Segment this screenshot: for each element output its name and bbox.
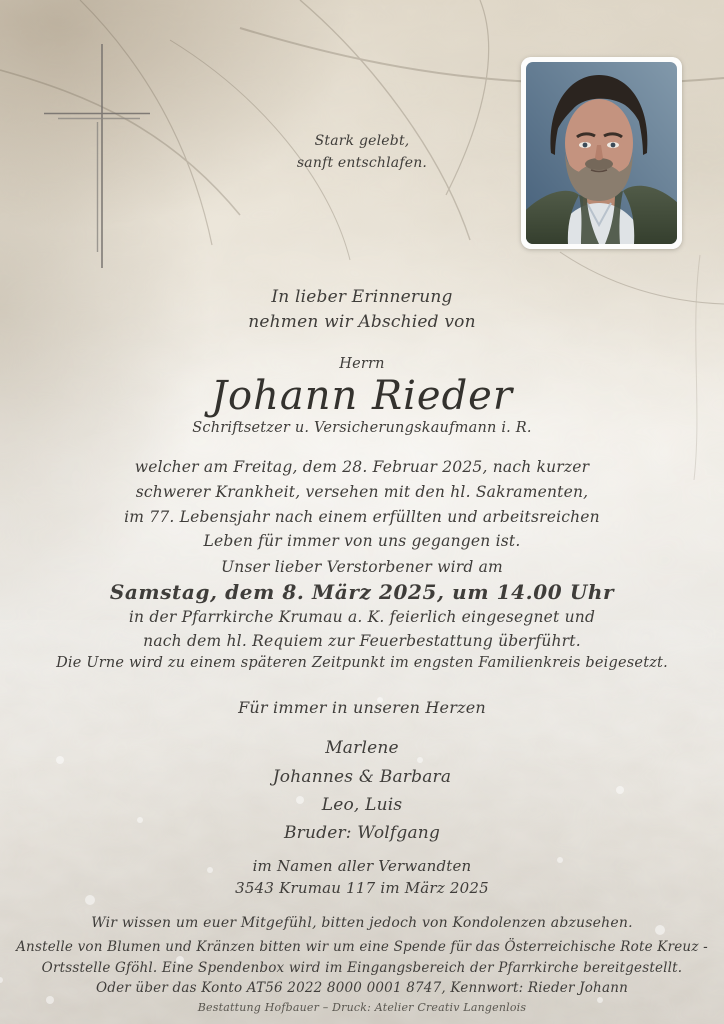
remembrance-line: Für immer in unseren Herzen xyxy=(238,698,486,717)
imprint: Bestattung Hofbauer – Druck: Atelier Creativ Langenlois xyxy=(197,1001,527,1014)
address-and-date: 3543 Krumau 117 im März 2025 xyxy=(235,879,489,897)
intro-line-1: In lieber Erinnerung xyxy=(271,287,453,307)
motto-line-1: Stark gelebt, xyxy=(314,133,410,149)
salutation: Herrn xyxy=(339,356,385,372)
condolence-note: Wir wissen um euer Mitgefühl, bitten jedoch von Kondolenzen abzusehen. xyxy=(91,915,633,931)
obituary-line-3: im 77. Lebensjahr nach einem erfüllten und arbeitsreichen xyxy=(124,508,600,526)
intro-line-2: nehmen wir Abschied von xyxy=(248,312,476,332)
donation-line-1: Anstelle von Blumen und Kränzen bitten wir um eine Spende für das Österreichische Rote Kreuz - xyxy=(16,939,708,955)
portrait-photo xyxy=(521,57,682,249)
mourner-3: Leo, Luis xyxy=(321,795,403,815)
obituary-line-2: schwerer Krankheit, versehen mit den hl. Sakramenten, xyxy=(135,483,589,501)
mourner-1: Marlene xyxy=(325,738,399,758)
funeral-intro: Unser lieber Verstorbener wird am xyxy=(221,558,503,576)
motto-line-2: sanft entschlafen. xyxy=(296,155,428,171)
obituary-line-1: welcher am Freitag, dem 28. Februar 2025, nach kurzer xyxy=(134,458,590,476)
funeral-line-1: in der Pfarrkirche Krumau a. K. feierlich eingesegnet und xyxy=(128,608,596,626)
mourner-2: Johannes & Barbara xyxy=(272,767,452,787)
deceased-name: Johann Rieder xyxy=(211,373,513,419)
donation-line-3: Oder über das Konto AT56 2022 8000 0001 8747, Kennwort: Rieder Johann xyxy=(95,980,628,996)
obituary-line-4: Leben für immer von uns gegangen ist. xyxy=(203,532,521,550)
funeral-line-2: nach dem hl. Requiem zur Feuerbestattung überführt. xyxy=(143,632,581,650)
urn-note: Die Urne wird zu einem späteren Zeitpunkt im engsten Familienkreis beigesetzt. xyxy=(56,655,668,671)
funeral-datetime: Samstag, dem 8. März 2025, um 14.00 Uhr xyxy=(109,580,615,604)
profession: Schriftsetzer u. Versicherungskaufmann i. R. xyxy=(192,420,532,436)
on-behalf: im Namen aller Verwandten xyxy=(252,857,472,875)
mourner-4: Bruder: Wolfgang xyxy=(283,823,441,843)
donation-line-2: Ortsstelle Gföhl. Eine Spendenbox wird im Eingangsbereich der Pfarrkirche bereitgestellt. xyxy=(41,960,683,976)
